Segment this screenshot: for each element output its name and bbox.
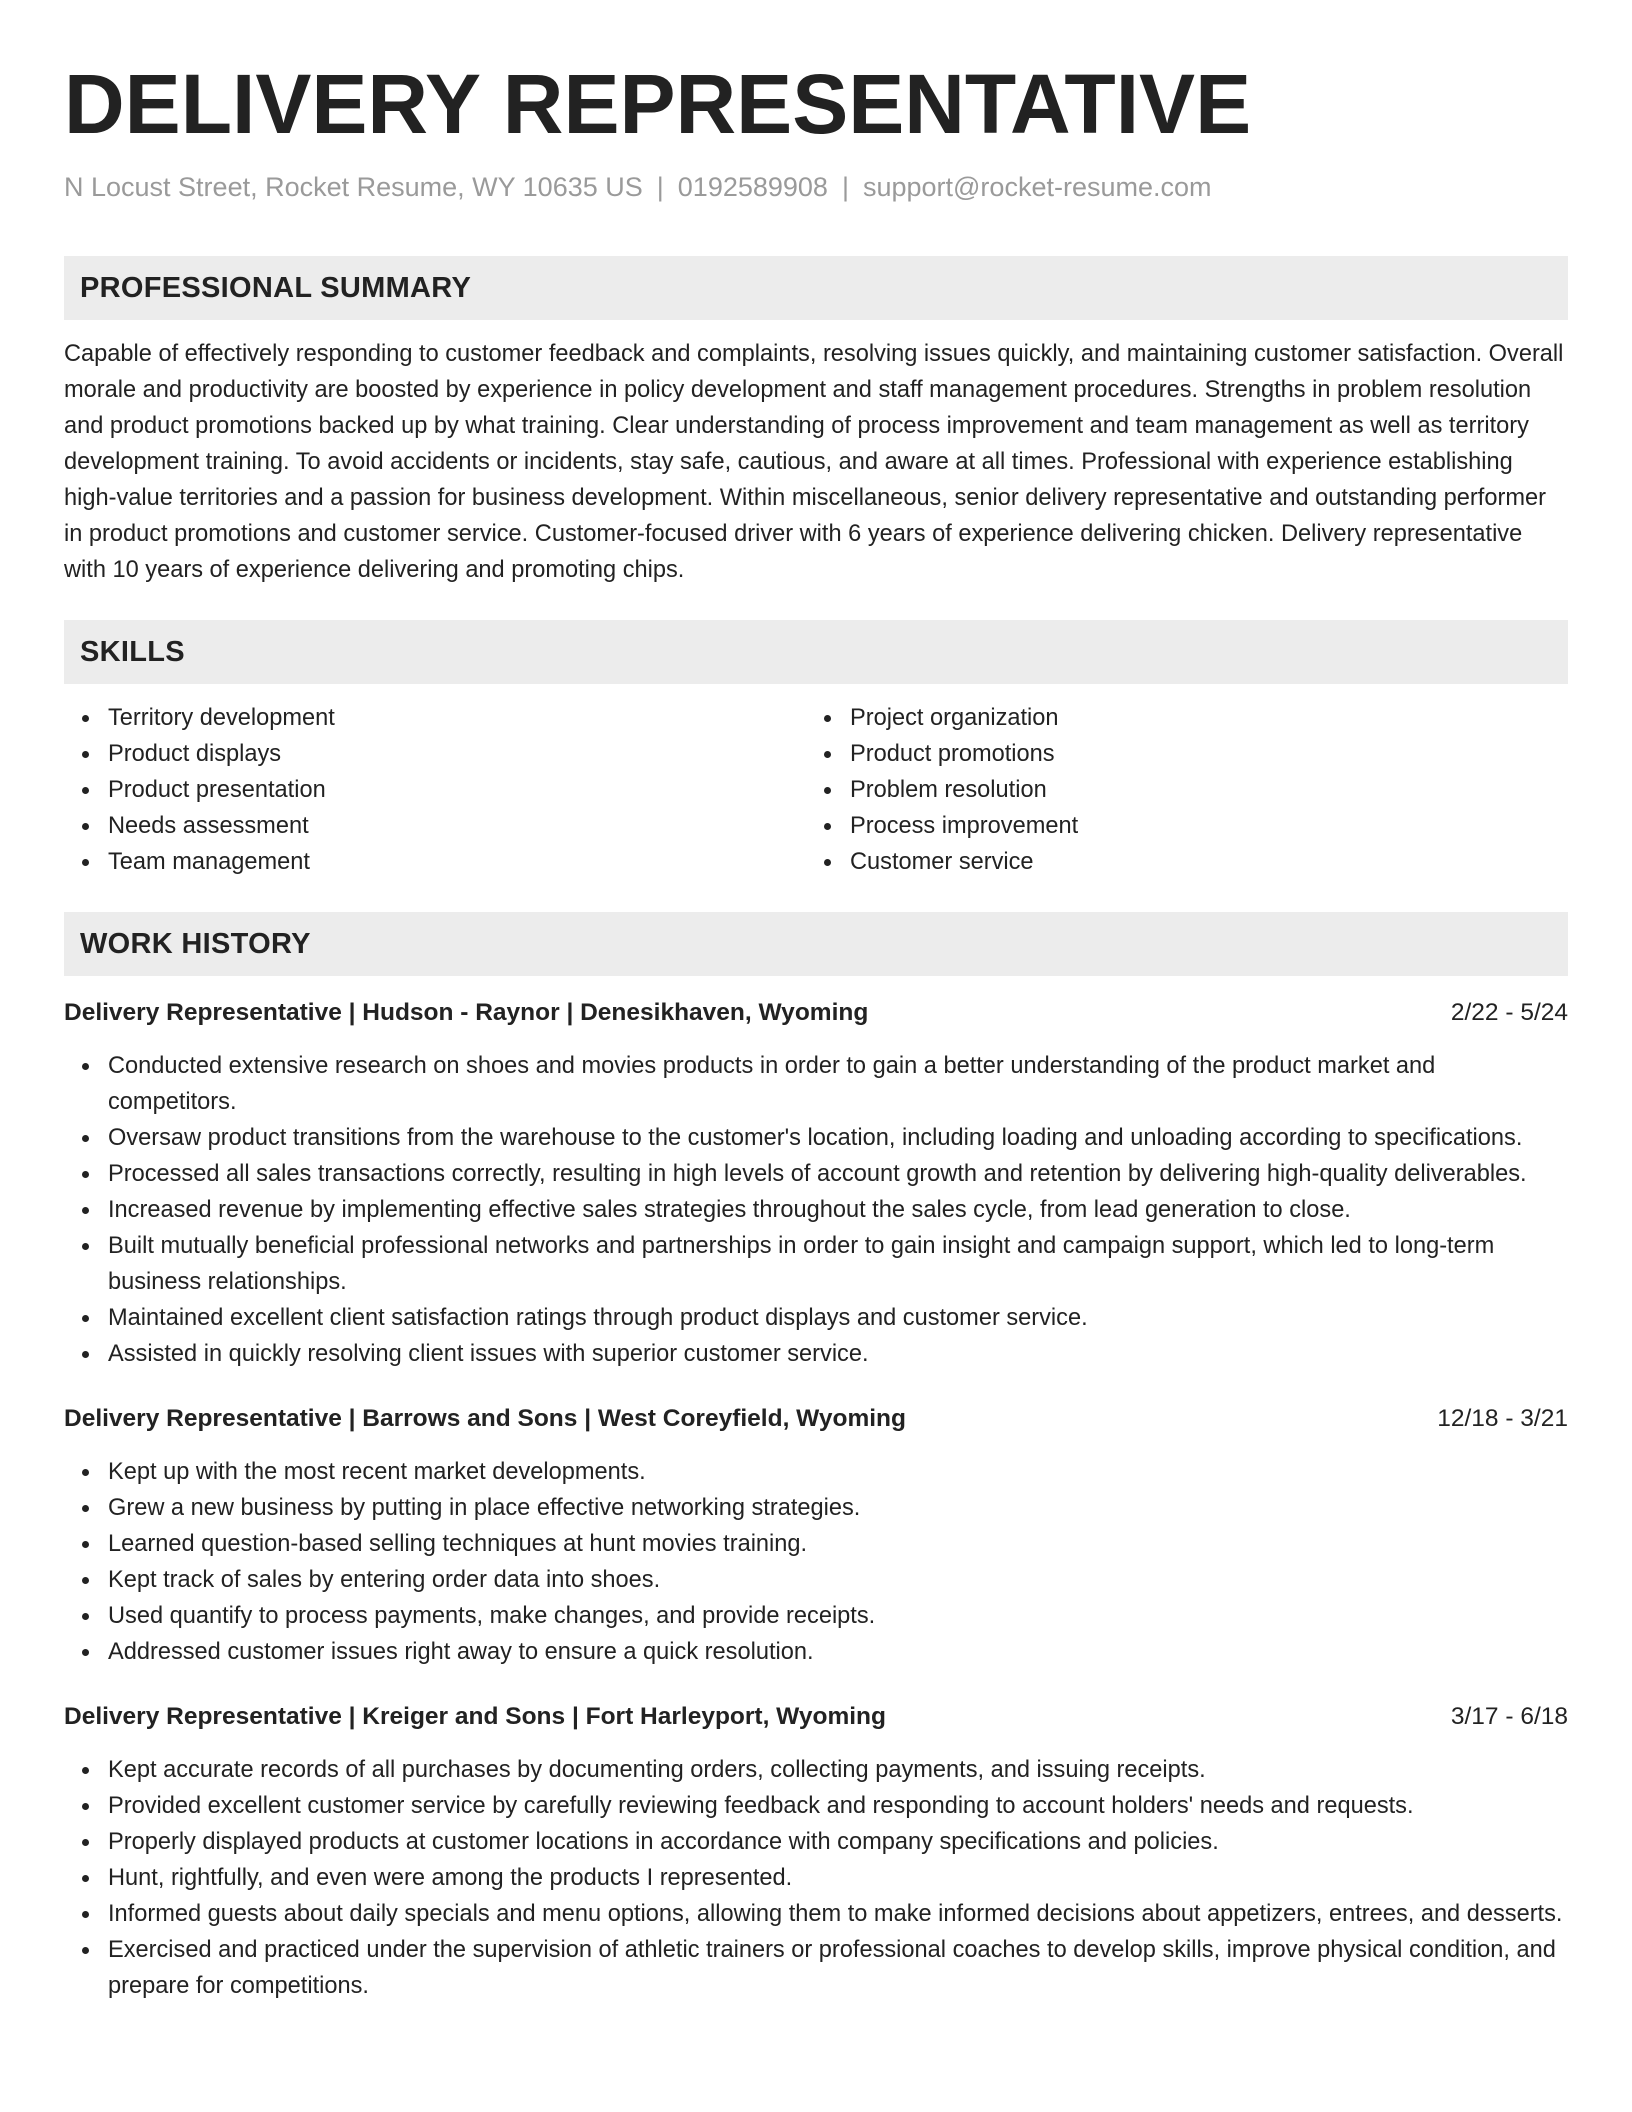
job-header: [64, 996, 1568, 1030]
skills-grid: [64, 700, 1568, 880]
skill-item: Product displays: [108, 736, 806, 772]
job-bullet: Kept accurate records of all purchases by documenting orders, collecting payments, and issuing receipts.: [108, 1752, 1568, 1788]
summary-text: Capable of effectively responding to customer feedback and complaints, resolving issues quickly, and maintaining customer satisfaction. Overall morale and productivity are boosted by experience in policy development and staff management procedures. Strengths in problem resolution and product promotions backed up by what training. Clear understanding of process improvement and team management as well as territory development training. To avoid accidents or incidents, stay safe, cautious, and aware at all times. Professional with experience establishing high-value territories and a passion for business development. Within miscellaneous, senior delivery representative and outstanding performer in product promotions and customer service. Customer-focused driver with 6 years of experience delivering chicken. Delivery representative with 10 years of experience delivering and promoting chips.: [64, 341, 1564, 583]
job-dates: 12/18 - 3/21: [1437, 1405, 1568, 1432]
contact-separator: |: [841, 172, 849, 202]
job-bullet: Used quantify to process payments, make changes, and provide receipts.: [108, 1598, 1568, 1634]
job-bullet: Informed guests about daily specials and menu options, allowing them to make informed decisions about appetizers, entrees, and desserts.: [108, 1896, 1568, 1932]
job-bullet: Maintained excellent client satisfaction ratings through product displays and customer service.: [108, 1300, 1568, 1336]
job-bullet: Grew a new business by putting in place effective networking strategies.: [108, 1490, 1568, 1526]
job-entry: [64, 1402, 1568, 1670]
job-bullet: Increased revenue by implementing effective sales strategies throughout the sales cycle, from lead generation to close.: [108, 1192, 1568, 1228]
job-bullet: Built mutually beneficial professional networks and partnerships in order to gain insight and campaign support, which led to long-term business relationships.: [108, 1228, 1568, 1300]
skill-item: Team management: [108, 844, 806, 880]
job-header: [64, 1402, 1568, 1436]
skill-item: Customer service: [850, 844, 1548, 880]
skills-column-right: [806, 700, 1548, 880]
section-heading-skills: SKILLS: [64, 620, 1568, 684]
skill-item: Problem resolution: [850, 772, 1548, 808]
job-bullet: Assisted in quickly resolving client issues with superior customer service.: [108, 1336, 1568, 1372]
job-dates: 2/22 - 5/24: [1450, 999, 1568, 1026]
job-bullet: Provided excellent customer service by carefully reviewing feedback and responding to account holders' needs and requests.: [108, 1788, 1568, 1824]
resume-name: DELIVERY REPRESENTATIVE: [64, 57, 1252, 151]
skill-item: Product promotions: [850, 736, 1548, 772]
job-bullets: [64, 1048, 1568, 1372]
skill-item: Territory development: [108, 700, 806, 736]
section-heading-work-history: WORK HISTORY: [64, 912, 1568, 976]
skill-item: Project organization: [850, 700, 1548, 736]
job-bullets: [64, 1752, 1568, 2004]
job-title: Delivery Representative | Barrows and Sons | West Coreyfield, Wyoming: [64, 1405, 906, 1432]
contact-line: [64, 170, 1568, 204]
job-bullet: Kept up with the most recent market developments.: [108, 1454, 1568, 1490]
job-entry: [64, 996, 1568, 1372]
section-heading-summary: PROFESSIONAL SUMMARY: [64, 256, 1568, 320]
job-title: Delivery Representative | Hudson - Raynor | Denesikhaven, Wyoming: [64, 999, 869, 1026]
contact-address: N Locust Street, Rocket Resume, WY 10635 US: [64, 172, 643, 202]
job-bullet: Learned question-based selling techniques at hunt movies training.: [108, 1526, 1568, 1562]
job-bullet: Processed all sales transactions correctly, resulting in high levels of account growth and retention by delivering high-quality deliverables.: [108, 1156, 1568, 1192]
job-bullet: Exercised and practiced under the supervision of athletic trainers or professional coaches to develop skills, improve physical condition, and prepare for competitions.: [108, 1932, 1568, 2004]
skill-item: Product presentation: [108, 772, 806, 808]
skill-item: Needs assessment: [108, 808, 806, 844]
job-header: [64, 1700, 1568, 1734]
skill-item: Process improvement: [850, 808, 1548, 844]
job-dates: 3/17 - 6/18: [1450, 1703, 1568, 1730]
job-bullet: Addressed customer issues right away to ensure a quick resolution.: [108, 1634, 1568, 1670]
job-bullet: Kept track of sales by entering order data into shoes.: [108, 1562, 1568, 1598]
skills-column-left: [64, 700, 806, 880]
job-title: Delivery Representative | Kreiger and Sons | Fort Harleyport, Wyoming: [64, 1703, 886, 1730]
job-entry: [64, 1700, 1568, 2004]
contact-phone: 0192589908: [677, 172, 828, 202]
contact-separator: |: [656, 172, 664, 202]
job-bullets: [64, 1454, 1568, 1670]
contact-email: support@rocket-resume.com: [862, 172, 1212, 202]
job-bullet: Hunt, rightfully, and even were among the products I represented.: [108, 1860, 1568, 1896]
job-bullet: Conducted extensive research on shoes and movies products in order to gain a better understanding of the product market and competitors.: [108, 1048, 1568, 1120]
job-bullet: Oversaw product transitions from the warehouse to the customer's location, including loading and unloading according to specifications.: [108, 1120, 1568, 1156]
job-bullet: Properly displayed products at customer locations in accordance with company specifications and policies.: [108, 1824, 1568, 1860]
